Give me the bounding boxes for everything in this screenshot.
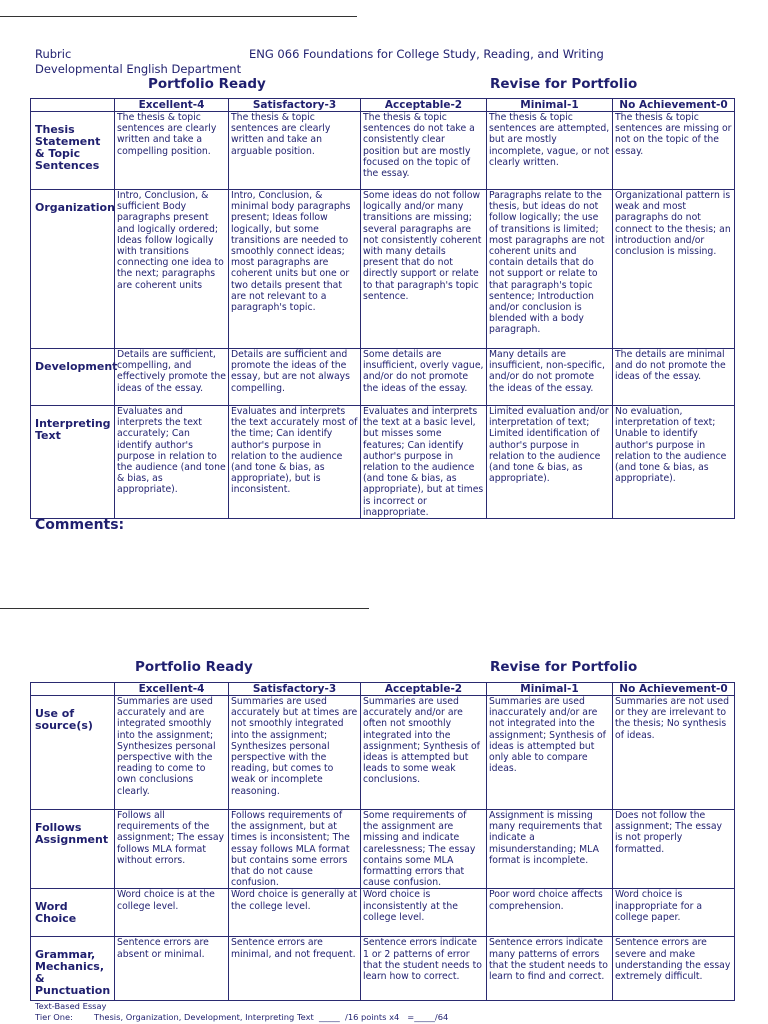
rubric-cell: Evaluates and interprets the text at a basic level, but misses some features; Can identify author's purpose in relation to the audience (and tone & bias, as appropriate), but at times is incorrect or inappropriate. (361, 406, 487, 519)
rubric-cell: Some details are insufficient, overly vague, and/or do not promote the ideas of the essay. (361, 349, 487, 406)
rubric-cell: Some requirements of the assignment are missing and indicate carelessness; The essay contains some MLA formatting errors that cause confusion. (361, 810, 487, 889)
rubric-cell: Sentence errors are severe and make understanding the essay extremely difficult. (613, 937, 735, 1001)
criterion-label: Word Choice (31, 889, 115, 937)
rubric-cell: Summaries are used inaccurately and/or are not integrated into the assignment; Synthesis of ideas is attempted but only able to compare ideas. (487, 696, 613, 810)
rubric-cell: Many details are insufficient, non-specific, and/or do not promote the ideas of the essay. (487, 349, 613, 406)
rubric-cell: The details are minimal and do not promote the ideas of the essay. (613, 349, 735, 406)
course-title: ENG 066 Foundations for College Study, Reading, and Writing (249, 47, 604, 61)
rubric-cell: Paragraphs relate to the thesis, but ideas do not follow logically; the use of transitions is limited; most paragraphs are not coherent units and contain details that do not support or relate to that paragraph's topic sentence; Introduction and/or conclusion is blended with a body paragraph. (487, 190, 613, 349)
criterion-label: Development (31, 349, 115, 406)
rubric-table-bottom (30, 682, 735, 1001)
table-header-row (31, 99, 735, 112)
rubric-cell: Assignment is missing many requirements that indicate a misunderstanding; MLA format is incomplete. (487, 810, 613, 889)
rubric-cell: Does not follow the assignment; The essay is not properly formatted. (613, 810, 735, 889)
rubric-cell: Poor word choice affects comprehension. (487, 889, 613, 937)
column-header: Satisfactory-3 (229, 683, 361, 696)
column-header: Excellent-4 (115, 99, 229, 112)
rubric-cell: Sentence errors are absent or minimal. (115, 937, 229, 1001)
rubric-cell: Organizational pattern is weak and most paragraphs do not connect to the thesis; an introduction and/or conclusion is missing. (613, 190, 735, 349)
revise-heading: Revise for Portfolio (490, 76, 638, 92)
footer-tier-one: Tier One: Thesis, Organization, Development, Interpreting Text _____ /16 points x4 =_____/64 (35, 1012, 449, 1022)
rubric-cell: Sentence errors are minimal, and not frequent. (229, 937, 361, 1001)
rubric-cell: Summaries are used accurately and/or are often not smoothly integrated into the assignment; Synthesis of ideas is attempted but leads to some weak conclusions. (361, 696, 487, 810)
comments-label: Comments: (35, 517, 125, 533)
rubric-cell: The thesis & topic sentences are clearly written and take an arguable position. (229, 112, 361, 190)
rubric-cell: Word choice is generally at the college level. (229, 889, 361, 937)
rubric-cell: Details are sufficient and promote the ideas of the essay, but are not always compelling. (229, 349, 361, 406)
criterion-label: Grammar, Mechanics, & Punctuation (31, 937, 115, 1001)
rubric-cell: The thesis & topic sentences are attempted, but are mostly incomplete, vague, or not clearly written. (487, 112, 613, 190)
criterion-label: Organization (31, 190, 115, 349)
rubric-cell: The thesis & topic sentences do not take a consistently clear position but are mostly focused on the topic of the essay. (361, 112, 487, 190)
rubric-label: Rubric (35, 47, 72, 61)
rubric-cell: Word choice is inconsistently at the college level. (361, 889, 487, 937)
table-row (31, 112, 735, 190)
column-header: Acceptable-2 (361, 99, 487, 112)
column-header: Acceptable-2 (361, 683, 487, 696)
column-header: Excellent-4 (115, 683, 229, 696)
column-header: Minimal-1 (487, 99, 613, 112)
table-row (31, 349, 735, 406)
portfolio-ready-heading: Portfolio Ready (148, 76, 266, 92)
rubric-cell: Intro, Conclusion, & minimal body paragraphs present; Ideas follow logically, but some transitions are needed to smoothly connect ideas; most paragraphs are coherent units but one or two details present that are not relevant to a paragraph's topic. (229, 190, 361, 349)
rubric-cell: Word choice is inappropriate for a college paper. (613, 889, 735, 937)
criterion-label: Interpreting Text (31, 406, 115, 519)
rubric-cell: Evaluates and interprets the text accurately most of the time; Can identify author's purpose in relation to the audience (and tone & bias, as appropriate), but is inconsistent. (229, 406, 361, 519)
column-header: Satisfactory-3 (229, 99, 361, 112)
table-row (31, 810, 735, 889)
table-row (31, 937, 735, 1001)
divider-rule (0, 608, 369, 609)
column-header: No Achievement-0 (613, 683, 735, 696)
rubric-cell: Summaries are used accurately but at times are not smoothly integrated into the assignment; Synthesizes personal perspective with the reading, but comes to weak or incomplete reasoning. (229, 696, 361, 810)
rubric-cell: Summaries are not used or they are irrelevant to the thesis; No synthesis of ideas. (613, 696, 735, 810)
rubric-cell: Evaluates and interprets the text accurately; Can identify author's purpose in relation to the audience (and tone & bias, as appropriate). (115, 406, 229, 519)
portfolio-ready-heading-2: Portfolio Ready (135, 659, 253, 675)
criterion-label: Follows Assignment (31, 810, 115, 889)
revise-heading-2: Revise for Portfolio (490, 659, 638, 675)
table-row (31, 190, 735, 349)
table-row (31, 406, 735, 519)
rubric-cell: Limited evaluation and/or interpretation of text; Limited identification of author's purpose in relation to the audience (and tone & bias, as appropriate). (487, 406, 613, 519)
rubric-cell: No evaluation, interpretation of text; Unable to identify author's purpose in relation to the audience (and tone & bias, as appropriate). (613, 406, 735, 519)
top-rule (0, 16, 357, 17)
rubric-cell: The thesis & topic sentences are missing or not on the topic of the essay. (613, 112, 735, 190)
table-row (31, 696, 735, 810)
rubric-cell: The thesis & topic sentences are clearly written and take a compelling position. (115, 112, 229, 190)
corner-cell (31, 683, 115, 696)
criterion-label: Use of source(s) (31, 696, 115, 810)
footer-essay-type: Text-Based Essay (35, 1001, 107, 1011)
corner-cell (31, 99, 115, 112)
rubric-cell: Sentence errors indicate many patterns of errors that the student needs to learn to find and correct. (487, 937, 613, 1001)
table-header-row (31, 683, 735, 696)
column-header: No Achievement-0 (613, 99, 735, 112)
rubric-cell: Intro, Conclusion, & sufficient Body paragraphs present and logically ordered; Ideas follow logically with transitions connecting one idea to the next; paragraphs are coherent units (115, 190, 229, 349)
rubric-cell: Word choice is at the college level. (115, 889, 229, 937)
criterion-label: Thesis Statement & Topic Sentences (31, 112, 115, 190)
rubric-cell: Summaries are used accurately and are integrated smoothly into the assignment; Synthesizes personal perspective with the reading to come to own conclusions clearly. (115, 696, 229, 810)
column-header: Minimal-1 (487, 683, 613, 696)
rubric-cell: Follows requirements of the assignment, but at times is inconsistent; The essay follows MLA format but contains some errors that do not cause confusion. (229, 810, 361, 889)
table-row (31, 889, 735, 937)
department-label: Developmental English Department (35, 62, 242, 76)
rubric-cell: Some ideas do not follow logically and/or many transitions are missing; several paragraphs are not consistently coherent with many details present that do not directly support or relate to that paragraph's topic sentence. (361, 190, 487, 349)
rubric-cell: Sentence errors indicate 1 or 2 patterns of error that the student needs to learn how to correct. (361, 937, 487, 1001)
rubric-table-top (30, 98, 735, 519)
rubric-cell: Follows all requirements of the assignment; The essay follows MLA format without errors. (115, 810, 229, 889)
rubric-cell: Details are sufficient, compelling, and effectively promote the ideas of the essay. (115, 349, 229, 406)
